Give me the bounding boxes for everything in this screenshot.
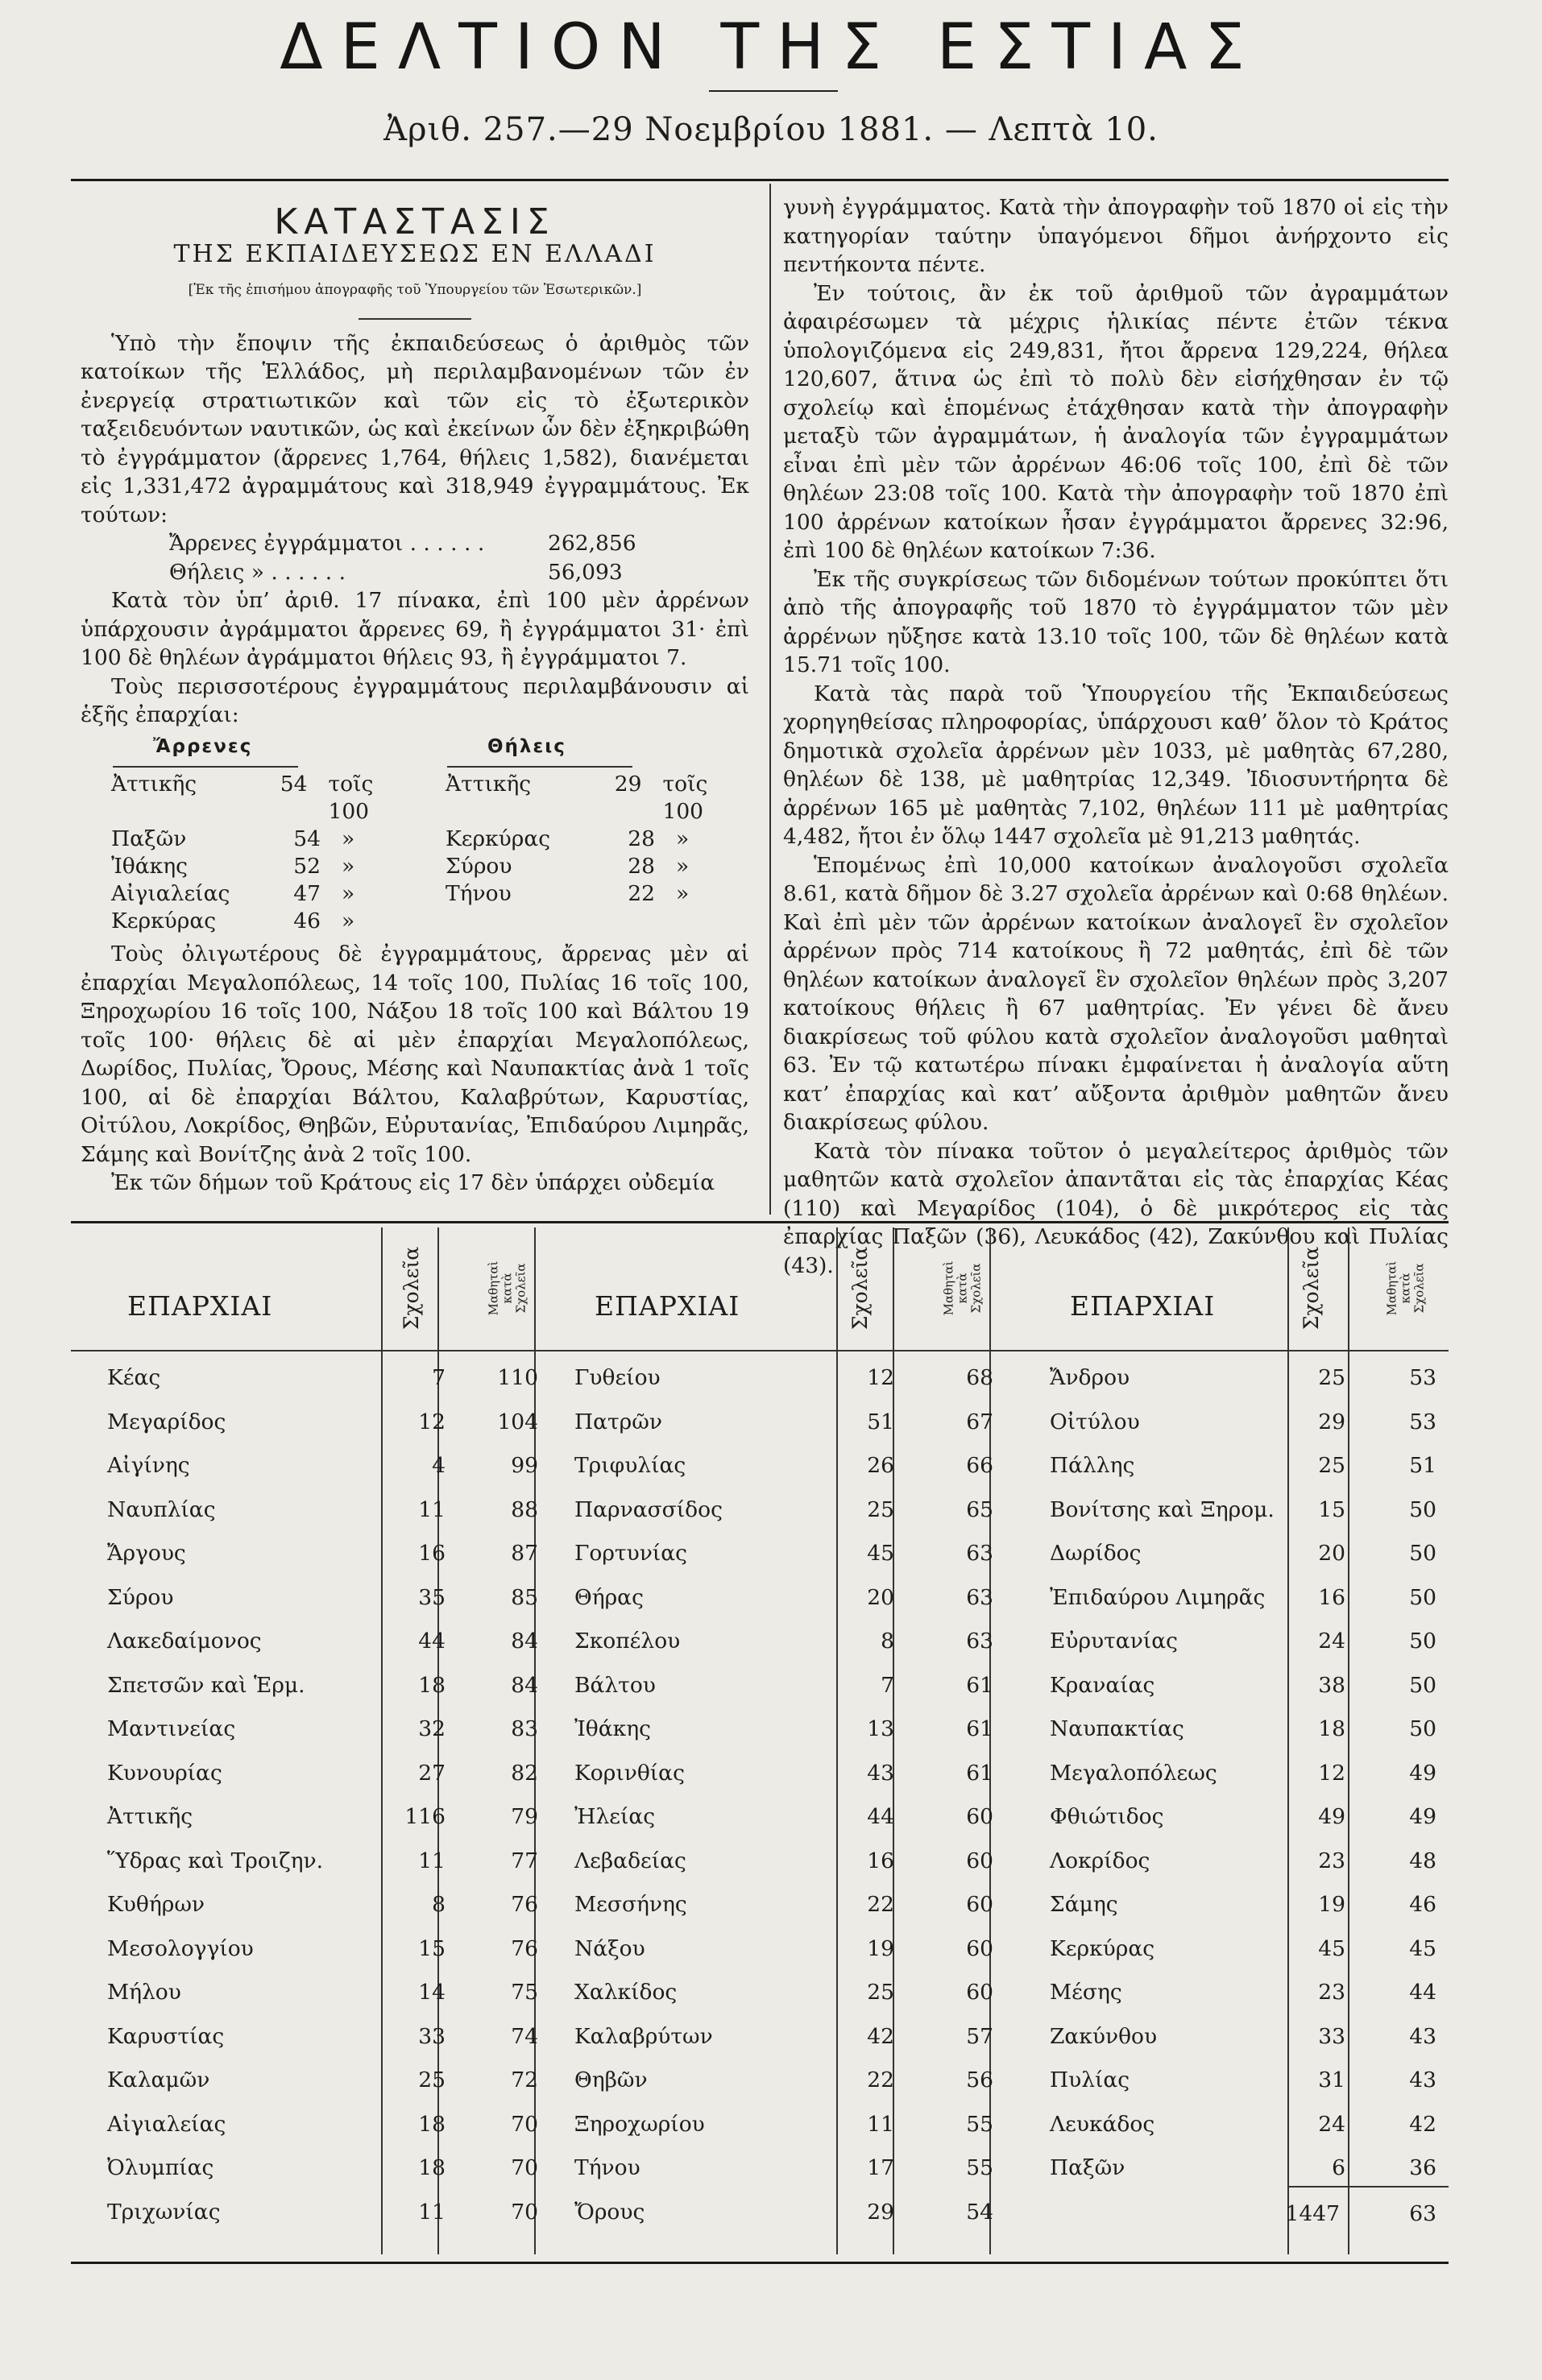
province-name: Μαντινείας (107, 1716, 236, 1741)
title-rule (359, 318, 471, 320)
province-name: Κυνουρίας (107, 1760, 222, 1786)
province-name: Κραναίας (1050, 1672, 1155, 1698)
schools-count: 7 (432, 1365, 446, 1390)
province-name: Καλαμῶν (107, 2067, 210, 2092)
province-name: Νάξου (574, 1935, 645, 1961)
students-per-school: 50 (1409, 1496, 1436, 1522)
column-header-students (483, 1227, 532, 1348)
students-per-school: 61 (966, 1716, 993, 1741)
students-per-school: 53 (1409, 1365, 1436, 1390)
column-header-students-label: Μαθηταὶ κατὰ Σχολεῖα (486, 1260, 529, 1315)
schools-count: 26 (867, 1453, 894, 1478)
schools-count: 11 (867, 2111, 894, 2137)
issue-line: Ἀριθ. 257.—29 Νοεμβρίου 1881. — Λεπτὰ 10. (383, 111, 1159, 148)
column-header-schools (836, 1227, 885, 1348)
schools-count: 24 (1318, 1629, 1345, 1654)
province-name: Ἄργους (107, 1541, 186, 1566)
column-header-provinces: ΕΠΑΡΧΙΑΙ (595, 1290, 740, 1322)
table-row (71, 1712, 1449, 1747)
column-divider (769, 184, 771, 1215)
province-name: Γορτυνίας (574, 1541, 687, 1566)
students-per-school: 70 (511, 2199, 538, 2225)
header-rule (71, 179, 1449, 181)
students-per-school: 46 (1409, 1892, 1436, 1917)
schools-count: 29 (1318, 1409, 1345, 1434)
province-name: Λεβαδείας (574, 1848, 686, 1873)
students-per-school: 57 (966, 2023, 993, 2049)
schools-count: 116 (404, 1804, 446, 1829)
schools-count: 33 (418, 2023, 446, 2049)
column-header-schools-label: Σχολεῖα (400, 1246, 424, 1330)
province-name: Παξῶν (1050, 2155, 1125, 2180)
table-row (71, 1887, 1449, 1923)
schools-count: 15 (418, 1935, 446, 1961)
students-per-school: 60 (966, 1804, 993, 1829)
schools-count: 14 (418, 1980, 446, 2005)
stat-line (81, 529, 749, 558)
column-header-students-label: Μαθηταὶ κατὰ Σχολεῖα (1384, 1260, 1427, 1315)
students-per-school: 49 (1409, 1804, 1436, 1829)
schools-count: 25 (418, 2067, 446, 2092)
left-column (81, 184, 749, 1198)
students-per-school: 61 (966, 1672, 993, 1698)
students-per-school: 88 (511, 1496, 538, 1522)
table-row (71, 2107, 1449, 2142)
province-name: Καλαβρύτων (574, 2023, 713, 2049)
stat-value: 56,093 (548, 559, 623, 585)
province-name: Κυθήρων (107, 1892, 205, 1917)
students-per-school: 61 (966, 1760, 993, 1786)
schools-count: 45 (1318, 1935, 1345, 1961)
schools-count: 18 (418, 2111, 446, 2137)
students-per-school: 110 (497, 1365, 538, 1390)
province-name: Πατρῶν (574, 1409, 662, 1434)
province-name: Θήρας (574, 1584, 644, 1610)
students-per-school: 82 (511, 1760, 538, 1786)
students-per-school: 75 (511, 1980, 538, 2005)
column-header-schools (388, 1227, 436, 1348)
table-row (71, 2063, 1449, 2098)
table-row (71, 1405, 1449, 1440)
schools-count: 25 (1318, 1453, 1345, 1478)
females-list (415, 733, 749, 936)
students-per-school: 84 (511, 1629, 538, 1654)
article-subtitle: ΤΗΣ ΕΚΠΑΙΔΕΥΣΕΩΣ ΕΝ ΕΛΛΑΔΙ (173, 239, 657, 268)
students-per-school: 55 (966, 2155, 993, 2180)
students-per-school: 50 (1409, 1716, 1436, 1741)
province-name: Τριχωνίας (107, 2199, 221, 2225)
schools-count: 22 (867, 2067, 894, 2092)
students-per-school: 87 (511, 1541, 538, 1566)
table-row (71, 1975, 1449, 2010)
schools-count: 11 (418, 2199, 446, 2225)
schools-count: 25 (1318, 1365, 1345, 1390)
schools-count: 24 (1318, 2111, 1345, 2137)
schools-count: 8 (432, 1892, 446, 1917)
table-row (71, 2150, 1449, 2186)
province-name: Κέας (107, 1365, 161, 1390)
column-header-provinces: ΕΠΑΡΧΙΑΙ (127, 1290, 273, 1322)
province-name: Αἰγίνης (107, 1453, 190, 1478)
females-header-rule (447, 766, 632, 768)
schools-count: 16 (1318, 1584, 1345, 1610)
province-name: Ὄρους (574, 2199, 645, 2225)
province-name: Λακεδαίμονος (107, 1629, 262, 1654)
schools-count: 12 (867, 1365, 894, 1390)
province-name: Γυθείου (574, 1365, 661, 1390)
males-header: Ἄρρενες (153, 735, 253, 757)
masthead: ΔΕΛΤΙΟΝ ΤΗΣ ΕΣΤΙΑΣ (280, 11, 1262, 84)
students-per-school: 51 (1409, 1453, 1436, 1478)
students-per-school: 63 (966, 1584, 993, 1610)
province-name: Ναυπλίας (107, 1496, 216, 1522)
schools-count: 44 (418, 1629, 446, 1654)
students-per-school: 83 (511, 1716, 538, 1741)
list-item: Τήνου 22 » (446, 881, 690, 906)
schools-count: 49 (1318, 1804, 1345, 1829)
list-item: Ἀττικῆς 29 τοῖς 100 (446, 772, 708, 824)
stat-label: Θήλεις » . . . . . . (169, 559, 346, 585)
males-header-rule (113, 766, 298, 768)
students-per-school: 53 (1409, 1409, 1436, 1434)
province-name: Δωρίδος (1050, 1541, 1142, 1566)
males-list (81, 733, 415, 936)
province-name: Μεσολογγίου (107, 1935, 254, 1961)
province-name: Χαλκίδος (574, 1980, 678, 2005)
list-item: Αἰγιαλείας 47 » (111, 881, 355, 906)
students-per-school: 70 (511, 2111, 538, 2137)
table-header-rule (71, 1350, 1449, 1351)
province-name: Ζακύνθου (1050, 2023, 1158, 2049)
paragraph: Ἐν τούτοις, ἂν ἐκ τοῦ ἀριθμοῦ τῶν ἀγραμμάτων ἀφαιρέσωμεν τὰ μέχρις ἡλικίας πέντε ἐτῶν τέκνα ὑπολογιζόμενα εἰς 249,831, ἤτοι ἄρρενα 129,224, θήλεα 120,607, ἅτινα ὡς ἐπὶ τὸ πολὺ δὲν εἰσήχθησαν ἐν τῷ σχολείῳ καὶ ἑπομένως ἐτάχθησαν κατὰ τὴν ἀπογραφὴν μεταξὺ τῶν ἀγραμμάτων, ἡ ἀναλογία τῶν ἐγγραμμάτων εἶναι ἐπὶ μὲν τῶν ἀρρένων 46:06 τοῖς 100, ἐπὶ δὲ τῶν θηλέων 23:08 τοῖς 100. Κατὰ τὴν ἀπογραφὴν τοῦ 1870 ἐπὶ 100 ἀρρένων κατοίκων ἦσαν ἐγγράμματοι ἄρρενες 32:96, ἐπὶ 100 δὲ θηλέων κατοίκων 7:36. (783, 280, 1449, 563)
students-per-school: 50 (1409, 1672, 1436, 1698)
schools-count: 12 (418, 1409, 446, 1434)
schools-count: 44 (867, 1804, 894, 1829)
students-per-school: 85 (511, 1584, 538, 1610)
schools-count: 19 (867, 1935, 894, 1961)
column-header-schools (1287, 1227, 1336, 1348)
students-per-school: 67 (966, 1409, 993, 1434)
table-row (71, 1844, 1449, 1879)
schools-count: 18 (418, 2155, 446, 2180)
table-row (71, 2019, 1449, 2055)
table-row (71, 1624, 1449, 1659)
column-header-schools-label: Σχολεῖα (848, 1246, 873, 1330)
province-name: Κερκύρας (1050, 1935, 1155, 1961)
province-name: Μεγαρίδος (107, 1409, 226, 1434)
schools-count: 25 (867, 1496, 894, 1522)
province-name: Κορινθίας (574, 1760, 685, 1786)
literacy-lists (81, 733, 749, 936)
schools-count: 11 (418, 1848, 446, 1873)
students-per-school: 84 (511, 1672, 538, 1698)
list-item: Σύρου 28 » (446, 854, 690, 879)
paragraph: Κατὰ τὸν ὑπ’ ἀριθ. 17 πίνακα, ἐπὶ 100 μὲν ἀρρένων ὑπάρχουσιν ἀγράμματοι ἄρρενες 69, ἢ ἐγγράμματοι 31· ἐπὶ 100 δὲ θηλέων ἀγράμματοι θήλεις 93, ἢ ἐγγράμματοι 7. (81, 588, 749, 670)
schools-count: 43 (867, 1760, 894, 1786)
table-top-rule (71, 1221, 1449, 1223)
column-header-students (1382, 1227, 1430, 1348)
table-row (71, 1668, 1449, 1703)
paragraph: Ἑπομένως ἐπὶ 10,000 κατοίκων ἀναλογοῦσι σχολεῖα 8.61, κατὰ δῆμον δὲ 3.27 σχολεῖα ἀρρένων καὶ 0:68 θηλέων. Καὶ ἐπὶ μὲν τῶν ἀρρένων κατοίκων ἀναλογεῖ ἓν σχολεῖον ἀρρένων πρὸς 714 κατοίκους ἢ 72 μαθητάς, ἐπὶ δὲ τῶν θηλέων κατοίκων ἀναλογεῖ ἓν σχολεῖον θηλέων πρὸς 3,207 κατοίκους θήλεις ἢ 67 μαθητρίας. Ἐν γένει δὲ ἄνευ διακρίσεως τοῦ φύλου κατὰ σχολεῖον ἀναλογοῦσι μαθηταὶ 63. Ἐν τῷ κατωτέρω πίνακι ἐμφαίνεται ἡ ἀναλογία αὕτη κατ’ ἐπαρχίας καὶ κατ’ αὔξοντα ἀριθμὸν μαθητῶν ἄνευ διακρίσεως φύλου. (783, 852, 1449, 1135)
list-item: Κερκύρας 46 » (111, 909, 355, 933)
students-per-school: 42 (1409, 2111, 1436, 2137)
schools-count: 18 (1318, 1716, 1345, 1741)
schools-count: 17 (867, 2155, 894, 2180)
schools-count: 13 (867, 1716, 894, 1741)
list-item: Κερκύρας 28 » (446, 826, 690, 851)
schools-count: 16 (867, 1848, 894, 1873)
table-row (71, 1756, 1449, 1791)
schools-count: 45 (867, 1541, 894, 1566)
students-per-school: 60 (966, 1980, 993, 2005)
province-name: Βάλτου (574, 1672, 656, 1698)
stat-line (81, 558, 749, 587)
list-item: Ἀττικῆς 54 τοῖς 100 (111, 772, 374, 824)
province-name: Πυλίας (1050, 2067, 1130, 2092)
column-header-schools-label: Σχολεῖα (1300, 1246, 1324, 1330)
students-per-school: 60 (966, 1848, 993, 1873)
total-students-per-school: 63 (1409, 2200, 1436, 2226)
paragraph: Ἐκ τῶν δήμων τοῦ Κράτους εἰς 17 δὲν ὑπάρχει οὐδεμία (111, 1170, 715, 1195)
province-name: Οἰτύλου (1050, 1409, 1140, 1434)
paragraph: Τοὺς ὀλιγωτέρους δὲ ἐγγραμμάτους, ἄρρενας μὲν αἱ ἐπαρχίαι Μεγαλοπόλεως, 14 τοῖς 100, Πυλίας 16 τοῖς 100, Ξηροχωρίου 16 τοῖς 100, Νάξου 18 τοῖς 100 καὶ Βάλτου 19 τοῖς 100· θήλεις δὲ αἱ μὲν ἐπαρχίαι Μεγαλοπόλεως, Δωρίδος, Πυλίας, Ὄρους, Μέσης καὶ Ναυπακτίας ἀνὰ 1 τοῖς 100, αἱ δὲ ἐπαρχίαι Βάλτου, Καλαβρύτων, Καρυστίας, Οἰτύλου, Λοκρίδος, Θηβῶν, Εὐρυτανίας, Ἐπιδαύρου Λιμηρᾶς, Σάμης καὶ Βονίτζης ἀνὰ 2 τοῖς 100. (81, 942, 749, 1167)
table-row (71, 1448, 1449, 1484)
paragraph: Ὑπὸ τὴν ἔποψιν τῆς ἐκπαιδεύσεως ὁ ἀριθμὸς τῶν κατοίκων τῆς Ἑλλάδος, μὴ περιλαμβανομένων τῶν ἐν ἐνεργείᾳ στρατιωτικῶν καὶ τῶν εἰς τὸ ἐξωτερικὸν ταξειδευόντων ναυτικῶν, ὡς καὶ ἐκείνων ὧν δὲν ἐξηκριβώθη τὸ ἐγγράμματον (ἄρρενες 1,764, θήλεις 1,582), διανέμεται εἰς 1,331,472 ἀγραμμάτους καὶ 318,949 ἐγγραμμάτους. Ἐκ τούτων: (81, 330, 749, 528)
province-name: Μεγαλοπόλεως (1050, 1760, 1217, 1786)
schools-table (71, 1227, 1449, 2254)
article-title: ΚΑΤΑΣΤΑΣΙΣ (274, 201, 556, 242)
right-column (783, 193, 1449, 1280)
schools-count: 11 (418, 1496, 446, 1522)
province-name: Σύρου (107, 1584, 174, 1610)
schools-count: 6 (1332, 2155, 1345, 2180)
column-header-students (939, 1227, 987, 1348)
province-name: Θηβῶν (574, 2067, 648, 2092)
students-per-school: 60 (966, 1935, 993, 1961)
schools-count: 31 (1318, 2067, 1345, 2092)
schools-count: 7 (881, 1672, 894, 1698)
students-per-school: 44 (1409, 1980, 1436, 2005)
students-per-school: 55 (966, 2111, 993, 2137)
schools-count: 51 (867, 1409, 894, 1434)
province-name: Μεσσήνης (574, 1892, 687, 1917)
column-header-students-label: Μαθηταὶ κατὰ Σχολεῖα (941, 1260, 984, 1315)
paragraph: γυνὴ ἐγγράμματος. Κατὰ τὴν ἀπογραφὴν τοῦ 1870 οἱ εἰς τὴν κατηγορίαν ταύτην ὑπαγόμενοι δῆμοι ἀνήρχοντο εἰς πεντήκοντα πέντε. (783, 195, 1449, 277)
masthead-rule (709, 90, 838, 92)
students-per-school: 104 (497, 1409, 538, 1434)
schools-count: 32 (418, 1716, 446, 1741)
students-per-school: 43 (1409, 2067, 1436, 2092)
table-row (71, 1536, 1449, 1571)
students-per-school: 43 (1409, 2023, 1436, 2049)
table-row (71, 1799, 1449, 1835)
schools-count: 23 (1318, 1980, 1345, 2005)
province-name: Καρυστίας (107, 2023, 225, 2049)
schools-count: 19 (1318, 1892, 1345, 1917)
schools-count: 18 (418, 1672, 446, 1698)
totals-rule (1287, 2186, 1449, 2188)
students-per-school: 76 (511, 1935, 538, 1961)
province-name: Τριφυλίας (574, 1453, 686, 1478)
province-name: Μήλου (107, 1980, 181, 2005)
students-per-school: 99 (511, 1453, 538, 1478)
students-per-school: 66 (966, 1453, 993, 1478)
province-name: Ἰθάκης (574, 1716, 651, 1741)
schools-count: 16 (418, 1541, 446, 1566)
province-name: Μέσης (1050, 1980, 1122, 2005)
students-per-school: 79 (511, 1804, 538, 1829)
schools-count: 35 (418, 1584, 446, 1610)
stat-label: Ἄρρενες ἐγγράμματοι . . . . . . (169, 531, 485, 556)
table-row (71, 1492, 1449, 1528)
students-per-school: 45 (1409, 1935, 1436, 1961)
province-name: Ἐπιδαύρου Λιμηρᾶς (1050, 1584, 1266, 1610)
paragraph: Κατὰ τὰς παρὰ τοῦ Ὑπουργείου τῆς Ἐκπαιδεύσεως χορηγηθείσας πληροφορίας, ὑπάρχουσι καθ’ ὅλον τὸ Κράτος δημοτικὰ σχολεῖα ἀρρένων μὲν 1033, μὲ μαθητὰς 67,280, θηλέων δὲ 138, μὲ μαθητρίας 12,349. Ἰδιοσυντήρητα δὲ ἀρρένων 165 μὲ μαθητὰς 7,102, θηλέων 111 μὲ μαθητρίας 4,482, ἤτοι ἐν ὅλῳ 1447 σχολεῖα μὲ 91,213 μαθητάς. (783, 681, 1449, 849)
province-name: Λευκάδος (1050, 2111, 1155, 2137)
students-per-school: 63 (966, 1541, 993, 1566)
students-per-school: 68 (966, 1365, 993, 1390)
province-name: Ὕδρας καὶ Τροιζην. (107, 1848, 324, 1873)
students-per-school: 48 (1409, 1848, 1436, 1873)
schools-count: 38 (1318, 1672, 1345, 1698)
province-name: Σκοπέλου (574, 1629, 681, 1654)
students-per-school: 56 (966, 2067, 993, 2092)
table-bottom-rule (71, 2262, 1449, 2264)
province-name: Ναυπακτίας (1050, 1716, 1184, 1741)
schools-count: 22 (867, 1892, 894, 1917)
paragraph: Κατὰ τὸν πίνακα τοῦτον ὁ μεγαλείτερος ἀριθμὸς τῶν μαθητῶν κατὰ σχολεῖον ἀπαντᾶται εἰς τὰς ἐπαρχίας Κέας (110) καὶ Μεγαρίδος (104), ὁ δὲ μικρότερος εἰς τὰς ἐπαρχίας Παξῶν (36), Λευκάδος (42), Ζακύνθου καὶ Πυλίας (43). (783, 1138, 1449, 1278)
schools-count: 27 (418, 1760, 446, 1786)
students-per-school: 77 (511, 1848, 538, 1873)
students-per-school: 50 (1409, 1584, 1436, 1610)
students-per-school: 74 (511, 2023, 538, 2049)
province-name: Ἠλείας (574, 1804, 656, 1829)
students-per-school: 49 (1409, 1760, 1436, 1786)
females-header: Θήλεις (487, 735, 566, 757)
column-header-provinces: ΕΠΑΡΧΙΑΙ (1070, 1290, 1216, 1322)
province-name: Αἰγιαλείας (107, 2111, 226, 2137)
province-name: Τήνου (574, 2155, 640, 2180)
students-per-school: 65 (966, 1496, 993, 1522)
students-per-school: 60 (966, 1892, 993, 1917)
province-name: Βονίτσης καὶ Ξηρομ. (1050, 1496, 1275, 1522)
paragraph: Ἐκ τῆς συγκρίσεως τῶν διδομένων τούτων προκύπτει ὅτι ἀπὸ τῆς ἀπογραφῆς τοῦ 1870 τὸ ἐγγράμματον τῶν μὲν ἀρρένων ηὔξησε κατὰ 13.10 τοῖς 100, τῶν δὲ θηλέων κατὰ 15.71 τοῖς 100. (783, 566, 1449, 677)
students-per-school: 50 (1409, 1629, 1436, 1654)
province-name: Σπετσῶν καὶ Ἑρμ. (107, 1672, 305, 1698)
schools-count: 8 (881, 1629, 894, 1654)
province-name: Φθιώτιδος (1050, 1804, 1164, 1829)
schools-count: 20 (1318, 1541, 1345, 1566)
students-per-school: 72 (511, 2067, 538, 2092)
schools-count: 42 (867, 2023, 894, 2049)
province-name: Παρνασσίδος (574, 1496, 723, 1522)
list-item: Παξῶν 54 » (111, 826, 355, 851)
province-name: Ξηροχωρίου (574, 2111, 705, 2137)
table-row (71, 1931, 1449, 1967)
students-per-school: 50 (1409, 1541, 1436, 1566)
table-row (71, 1580, 1449, 1616)
students-per-school: 70 (511, 2155, 538, 2180)
schools-count: 25 (867, 1980, 894, 2005)
province-name: Πάλλης (1050, 1453, 1135, 1478)
students-per-school: 76 (511, 1892, 538, 1917)
students-per-school: 63 (966, 1629, 993, 1654)
schools-count: 29 (867, 2199, 894, 2225)
stat-value: 262,856 (548, 531, 636, 556)
province-name: Ὀλυμπίας (107, 2155, 214, 2180)
list-item: Ἰθάκης 52 » (111, 854, 355, 879)
students-per-school: 54 (966, 2199, 993, 2225)
province-name: Εὐρυτανίας (1050, 1629, 1178, 1654)
schools-count: 15 (1318, 1496, 1345, 1522)
schools-count: 12 (1318, 1760, 1345, 1786)
table-row (71, 1360, 1449, 1396)
province-name: Ἄνδρου (1050, 1365, 1130, 1390)
paragraph: Τοὺς περισσοτέρους ἐγγραμμάτους περιλαμβάνουσιν αἱ ἑξῆς ἐπαρχίαι: (81, 673, 749, 727)
totals-row (71, 2196, 1449, 2232)
article-source: [Ἐκ τῆς ἐπισήμου ἀπογραφῆς τοῦ Ὑπουργείου τῶν Ἐσωτερικῶν.] (188, 282, 642, 298)
total-schools: 1447 (1285, 2200, 1340, 2226)
province-name: Λοκρίδος (1050, 1848, 1150, 1873)
schools-count: 33 (1318, 2023, 1345, 2049)
province-name: Ἀττικῆς (107, 1804, 193, 1829)
schools-count: 23 (1318, 1848, 1345, 1873)
province-name: Σάμης (1050, 1892, 1118, 1917)
schools-count: 20 (867, 1584, 894, 1610)
schools-count: 4 (432, 1453, 446, 1478)
students-per-school: 36 (1409, 2155, 1436, 2180)
